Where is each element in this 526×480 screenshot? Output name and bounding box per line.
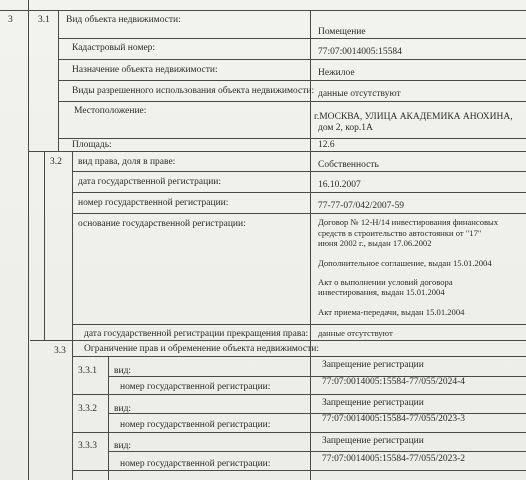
purpose-value: Нежилое	[318, 68, 355, 78]
rule	[108, 356, 109, 480]
encumbrance-reg-label: номер государственной регистрации:	[120, 459, 271, 469]
allowed-use-label: Виды разрешенного использования объекта недвижимости:	[72, 86, 315, 96]
cadastral-label: Кадастровый номер:	[72, 43, 156, 53]
encumbrance-reg-label: номер государственной регистрации:	[120, 420, 271, 430]
rule	[72, 356, 526, 357]
basis-doc1-line3: июня 2002 г., выдан 17.06.2002	[318, 238, 432, 248]
encumbrances-label: Ограничение прав и обременение объекта недвижимости:	[84, 344, 319, 354]
location-label: Местоположение:	[74, 106, 147, 116]
encumbrance-reg-number: 77:07:0014005:15584-77/055/2024-4	[322, 377, 466, 387]
rule	[58, 10, 59, 152]
area-label: Площадь:	[72, 140, 112, 150]
basis-doc1-line1: Договор № 12-Н/14 инвестирования финансовых	[318, 217, 499, 227]
rule	[72, 324, 526, 325]
rule	[44, 151, 45, 341]
basis-doc1-line2: средств в строительство автостоянки от "17"	[318, 228, 482, 238]
purpose-label: Назначение объекта недвижимости:	[72, 65, 218, 75]
rule	[72, 192, 526, 193]
rule	[28, 0, 29, 480]
encumbrance-number: 3.3.3	[78, 441, 97, 451]
reg-number-value: 77-77-07/042/2007-59	[318, 201, 405, 211]
rule	[72, 171, 526, 172]
right-kind-label: вид права, доля в праве:	[78, 157, 176, 167]
termination-label: дата государственной регистрации прекращения права:	[84, 329, 309, 339]
basis-doc3-line2: инвестирования, выдан 15.01.2004	[318, 287, 445, 297]
rule	[310, 10, 311, 480]
object-type-value: Помещение	[318, 27, 366, 37]
rule	[72, 432, 526, 433]
encumbrance-reg-number: 77:07:0014005:15584-77/055/2023-3	[322, 414, 466, 424]
termination-value: данные отсутствуют	[318, 328, 393, 338]
reg-number-label: номер государственной регистрации:	[78, 198, 229, 208]
rule	[108, 451, 526, 452]
rule	[58, 59, 526, 60]
section-number: 3	[8, 15, 13, 25]
encumbrance-kind-label: вид:	[114, 404, 132, 414]
rule	[72, 394, 526, 395]
right-kind-value: Собственность	[318, 160, 379, 170]
rule	[72, 470, 526, 471]
rule	[58, 38, 526, 39]
basis-label: основание государственной регистрации:	[78, 219, 246, 229]
rule	[28, 151, 526, 152]
rule	[58, 138, 526, 139]
rights-number: 3.2	[50, 157, 62, 167]
location-value-line1: г.МОСКВА, УЛИЦА АКАДЕМИКА АНОХИНА,	[314, 112, 513, 122]
area-value: 12.6	[318, 140, 335, 150]
encumbrance-kind-label: вид:	[114, 441, 132, 451]
encumbrance-reg-number: 77:07:0014005:15584-77/055/2023-2	[322, 454, 466, 464]
encumbrance-kind: Запрещение регистрации	[322, 436, 424, 446]
rule	[72, 151, 73, 480]
location-value-line2: дом 2, кор.1А	[318, 123, 373, 133]
rule	[58, 80, 526, 81]
encumbrance-reg-label: номер государственной регистрации:	[120, 382, 271, 392]
rule	[0, 10, 526, 11]
rule	[72, 213, 526, 214]
object-type-label: Вид объекта недвижимости:	[66, 15, 181, 25]
encumbrance-kind: Запрещение регистрации	[322, 360, 424, 370]
encumbrance-number: 3.3.2	[78, 404, 97, 414]
basis-doc3-line1: Акт о выполнении условий договора	[318, 277, 453, 287]
encumbrance-number: 3.3.1	[78, 366, 97, 376]
reg-date-value: 16.10.2007	[318, 180, 361, 190]
allowed-use-value: данные отсутствуют	[318, 89, 401, 99]
encumbrance-kind-label: вид:	[114, 366, 132, 376]
basis-doc2: Дополнительное соглашение, выдан 15.01.2004	[318, 258, 492, 268]
subsection-number: 3.1	[38, 15, 50, 25]
encumbrances-number: 3.3	[54, 346, 66, 356]
rule	[58, 101, 526, 102]
rule	[30, 340, 526, 341]
reg-date-label: дата государственной регистрации:	[78, 177, 222, 187]
encumbrance-kind: Запрещение регистрации	[322, 398, 424, 408]
basis-doc4: Акт приема-передачи, выдан 15.01.2004	[318, 307, 465, 317]
cadastral-value: 77:07:0014005:15584	[318, 47, 402, 57]
